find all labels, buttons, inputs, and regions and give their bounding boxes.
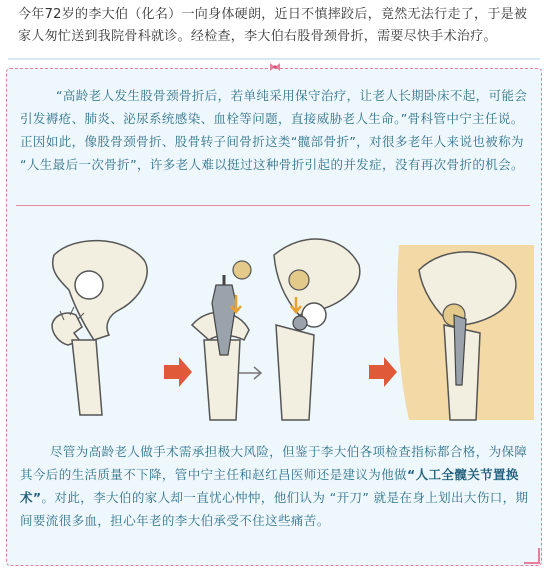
bottom-paragraph <box>20 440 530 532</box>
replaced-hip-icon <box>397 245 534 420</box>
fractured-hip-icon <box>52 241 147 415</box>
thin-arrow-icon <box>239 367 261 379</box>
corner-decoration <box>524 548 540 564</box>
arrow-right-icon <box>369 357 397 387</box>
intro-paragraph: 今年72岁的李大伯（化名）一向身体硬朗，近日不慎摔跤后，竟然无法行走了，于是被家人匆忙送到我院骨科就诊。经检查，李大伯右股骨颈骨折，需要尽快手术治疗。 <box>18 7 528 44</box>
quote-paragraph <box>20 84 528 176</box>
arrow-right-icon <box>164 357 192 387</box>
quote-text: “高龄老人发生股骨颈骨折后，若单纯采用保守治疗，让老人长期卧床不起，可能会引发褥疮、肺炎、泌尿系统感染、血栓等问题，直接威胁老人生命。”骨科管中宁主任说。正因如此，像股骨颈骨折、股骨转子间骨折这类“髋部骨折”，对很多老年人来说也被称为 “人生最后一次骨折”，许多老人难以挺过这种骨折引起的并发症，没有再次骨折的机会。 <box>20 88 528 172</box>
hip-replacement-illustration <box>14 215 534 430</box>
prosthesis-icon <box>192 261 251 420</box>
ribbon-icon <box>268 60 282 74</box>
bottom-text-before: 尽管为高龄老人做手术需承担极大风险，但鉴于李大伯各项检查指标都合格，为保障其今后的生活质量不下降，管中宁主任和赵红昌医师还是建议为他做 <box>20 444 528 482</box>
surgery-name-highlight: “人工全髋关节置换术” <box>20 467 519 505</box>
bottom-text-after: 。对此，李大伯的家人却一直忧心忡忡，他们认为 “开刀” 就是在身上划出大伤口，期间要流很多血，担心年老的李大伯承受不住这些痛苦。 <box>20 490 529 528</box>
section-divider <box>16 205 530 206</box>
hip-joint-icon <box>274 239 360 420</box>
